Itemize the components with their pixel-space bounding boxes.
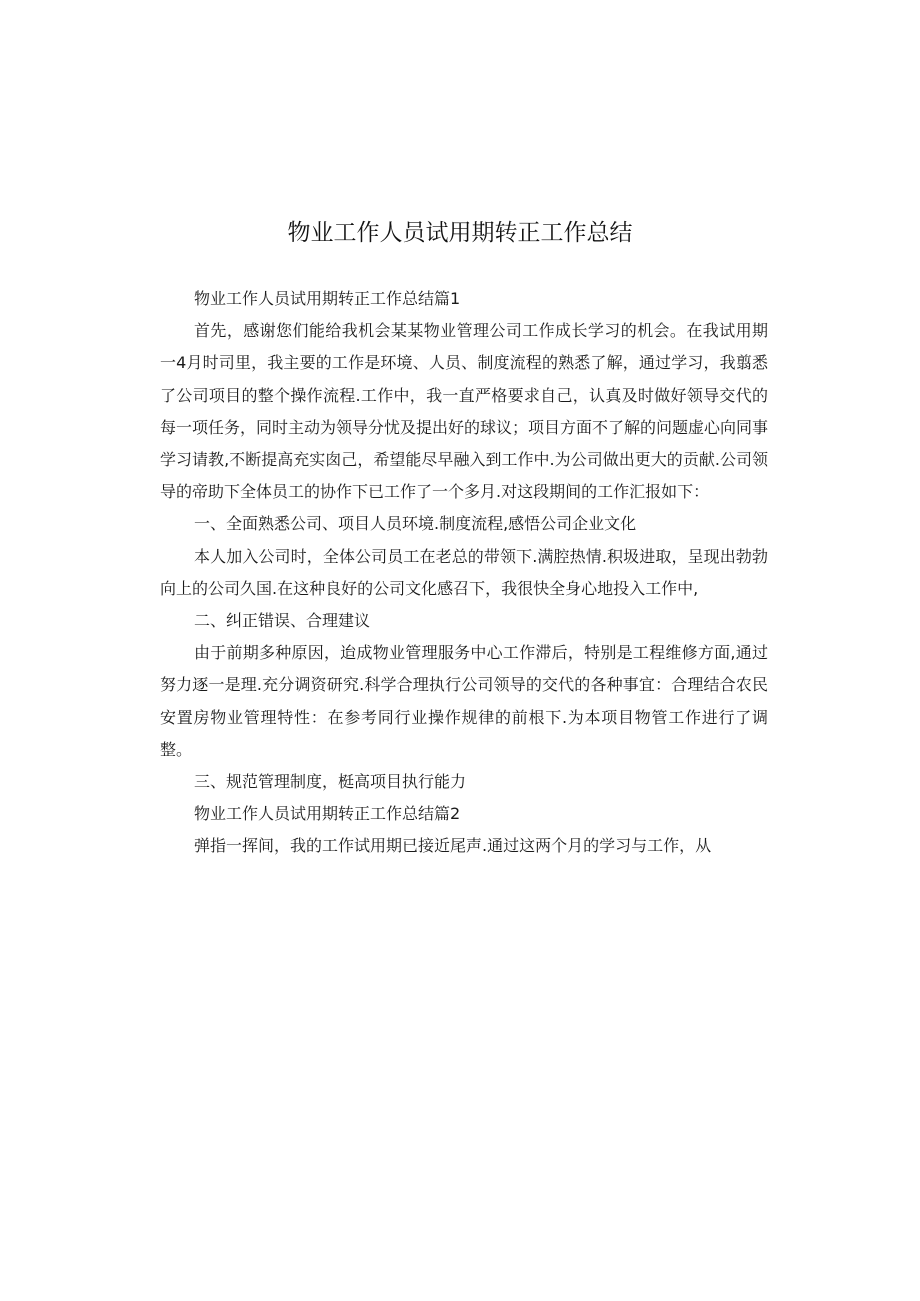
paragraph-heading-part-2: 物业工作人员试用期转正工作总结篇2: [194, 804, 461, 824]
paragraph-heading-part-1: 物业工作人员试用期转正工作总结篇1: [194, 289, 461, 308]
paragraph-intro: 首先，感谢您们能给我机会某某物业管理公司工作成长学习的机会。在我试用期一4月时司里，我主要的工作是环境、人员、制度流程的熟悉了解，通过学习，我翦悉了公司项目的整个操作流程.工作中，我一直严格要求自己，认真及时做好领导交代的每一项任务，同时主动为领导分忧及提出好的球议；项目方面不了解的问题虚心向同事学习请教,不断提高充实囱己，希望能尽早融入到工作中.为公司做出更大的贡献.公司领导的帝助下全体员工的协作下已工作了一个多月.对这段期间的工作汇报如下：: [160, 321, 769, 502]
document-title: 物业工作人员试用期转正工作总结: [287, 220, 633, 246]
paragraph-section-1: 本人加入公司时，全体公司员工在老总的带领下.满腔热情.积圾进取，呈现出勃勃向上的公司久国.在这种良好的公司文化感召下，我很快全身心地投入工作中,: [160, 546, 768, 598]
section-heading-2: 二、纠正错误、合理建议: [194, 611, 371, 631]
section-heading-3: 三、规范管理制度，梃高项目执行能力: [194, 772, 467, 792]
document-body: [160, 283, 768, 863]
paragraph-section-2: 由于前期多种原因，迨成物业管理服务中心工作滞后，特别是工程维修方面,通过努力逐一是理.充分调资研究.科学合理执行公司领导的交代的各种事宜：合理结合农民安置房物业管理特性：在参考同行业操作规律的前根下.为本项目物管工作进行了调整。: [160, 643, 768, 759]
paragraph-part-2-intro: 弹指一挥间，我的工作试用期已接近尾声.通过这两个月的学习与工作，从: [194, 836, 712, 856]
section-heading-1: 一、全面熟悉公司、项目人员环境.制度流程,感悟公司企业文化: [194, 514, 637, 534]
